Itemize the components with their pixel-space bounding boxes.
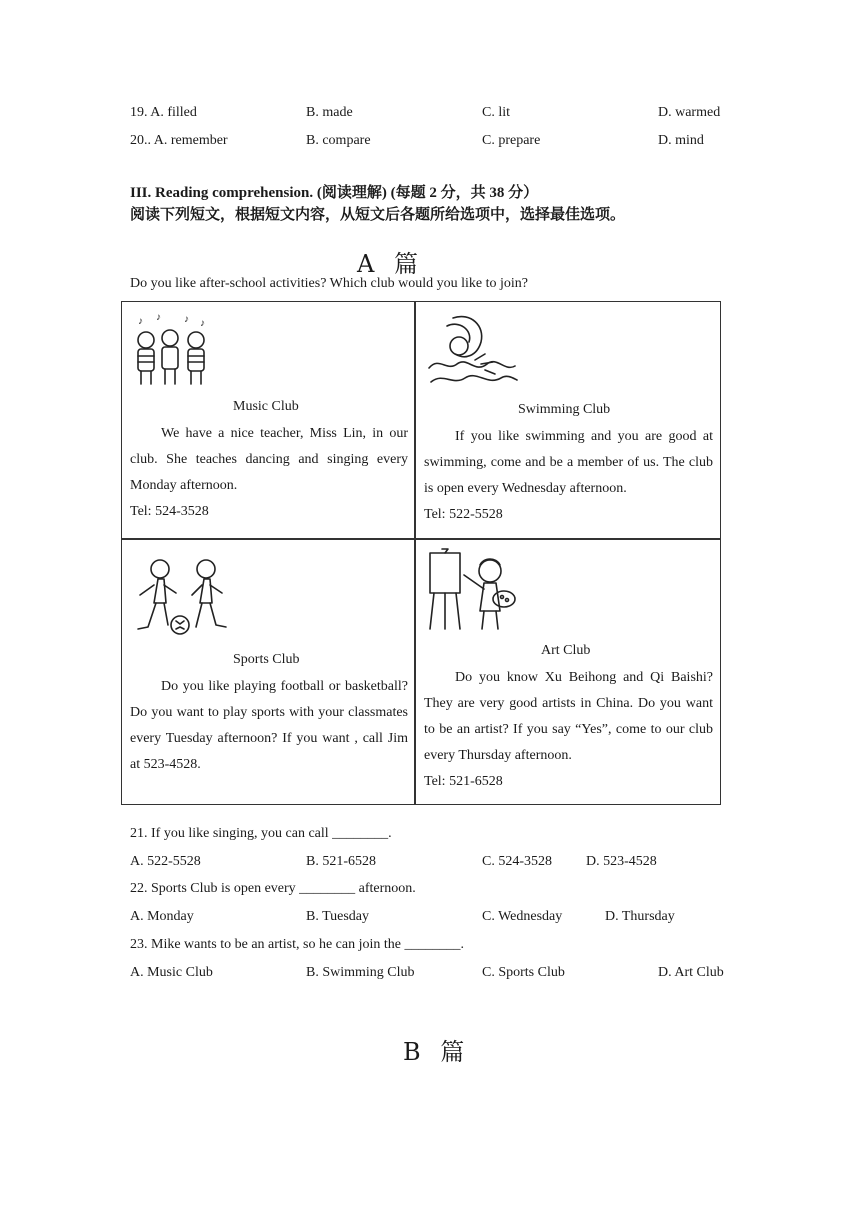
art-club-tel: Tel: 521-6528 [424,774,503,789]
swimming-club-title: Swimming Club [518,402,611,417]
q23-stem: 23. Mike wants to be an artist, so he can join the ________. [130,937,464,952]
q20-option-d: D. mind [658,133,704,148]
q21-option-c: C. 524-3528 [482,854,552,869]
passage-a-intro: Do you like after-school activities? Which club would you like to join? [130,276,528,291]
q22-option-d: D. Thursday [605,909,675,924]
section-heading: III. Reading comprehension. (阅读理解) (每题 2 分，共 38 分） [130,185,539,201]
art-club-title: Art Club [541,643,591,658]
swimming-club-tel: Tel: 522-5528 [424,507,503,522]
q23-option-c: C. Sports Club [482,965,565,980]
passage-a-title: A 篇 [357,250,424,278]
svg-text:♪: ♪ [138,316,143,327]
sports-club-body: Do you like playing football or basketball? Do you want to play sports with your classmates every Tuesday afternoon? If you want , call Jim at 523-4528. [130,679,408,772]
q21-option-d: D. 523-4528 [586,854,657,869]
passage-b-title: B 篇 [403,1038,471,1066]
table-divider-horizontal [121,538,721,540]
q22-stem: 22. Sports Club is open every ________ afternoon. [130,881,416,896]
svg-text:♪: ♪ [184,314,189,325]
q21-option-a: A. 522-5528 [130,854,201,869]
football-players-icon [130,555,230,641]
q20-option-b: B. compare [306,133,371,148]
table-divider-vertical [414,301,416,805]
music-club-tel: Tel: 524-3528 [130,504,209,519]
painter-easel-icon [426,545,518,635]
q20-option-a: 20.. A. remember [130,133,228,148]
music-club-body: We have a nice teacher, Miss Lin, in our club. She teaches dancing and singing every Monday afternoon. [130,426,408,493]
q22-option-b: B. Tuesday [306,909,370,924]
q19-option-d: D. warmed [658,105,721,120]
singing-children-icon [130,312,222,388]
q19-option-c: C. lit [482,105,511,120]
q21-stem: 21. If you like singing, you can call ________. [130,826,392,841]
q20-option-c: C. prepare [482,133,541,148]
sports-club-title: Sports Club [233,652,300,667]
swimming-club-body: If you like swimming and you are good at swimming, come and be a member of us. The club is open every Wednesday afternoon. [424,429,713,496]
q21-option-b: B. 521-6528 [306,854,376,869]
q19-option-a: 19. A. filled [130,105,197,120]
section-instruction: 阅读下列短文，根据短文内容，从短文后各题所给选项中，选择最佳选项。 [130,205,626,223]
q23-option-d: D. Art Club [658,965,724,980]
q23-option-a: A. Music Club [130,965,213,980]
swimmer-icon [425,312,519,390]
q22-option-c: C. Wednesday [482,909,563,924]
svg-text:♪: ♪ [200,318,205,329]
svg-text:♪: ♪ [156,312,161,323]
music-club-title: Music Club [233,399,299,414]
q22-option-a: A. Monday [130,909,194,924]
q23-option-b: B. Swimming Club [306,965,415,980]
art-club-body: Do you know Xu Beihong and Qi Baishi? They are very good artists in China. Do you want to be an artist? If you say “Yes”, come to our club every Thursday afternoon. [424,670,713,763]
q19-option-b: B. made [306,105,353,120]
